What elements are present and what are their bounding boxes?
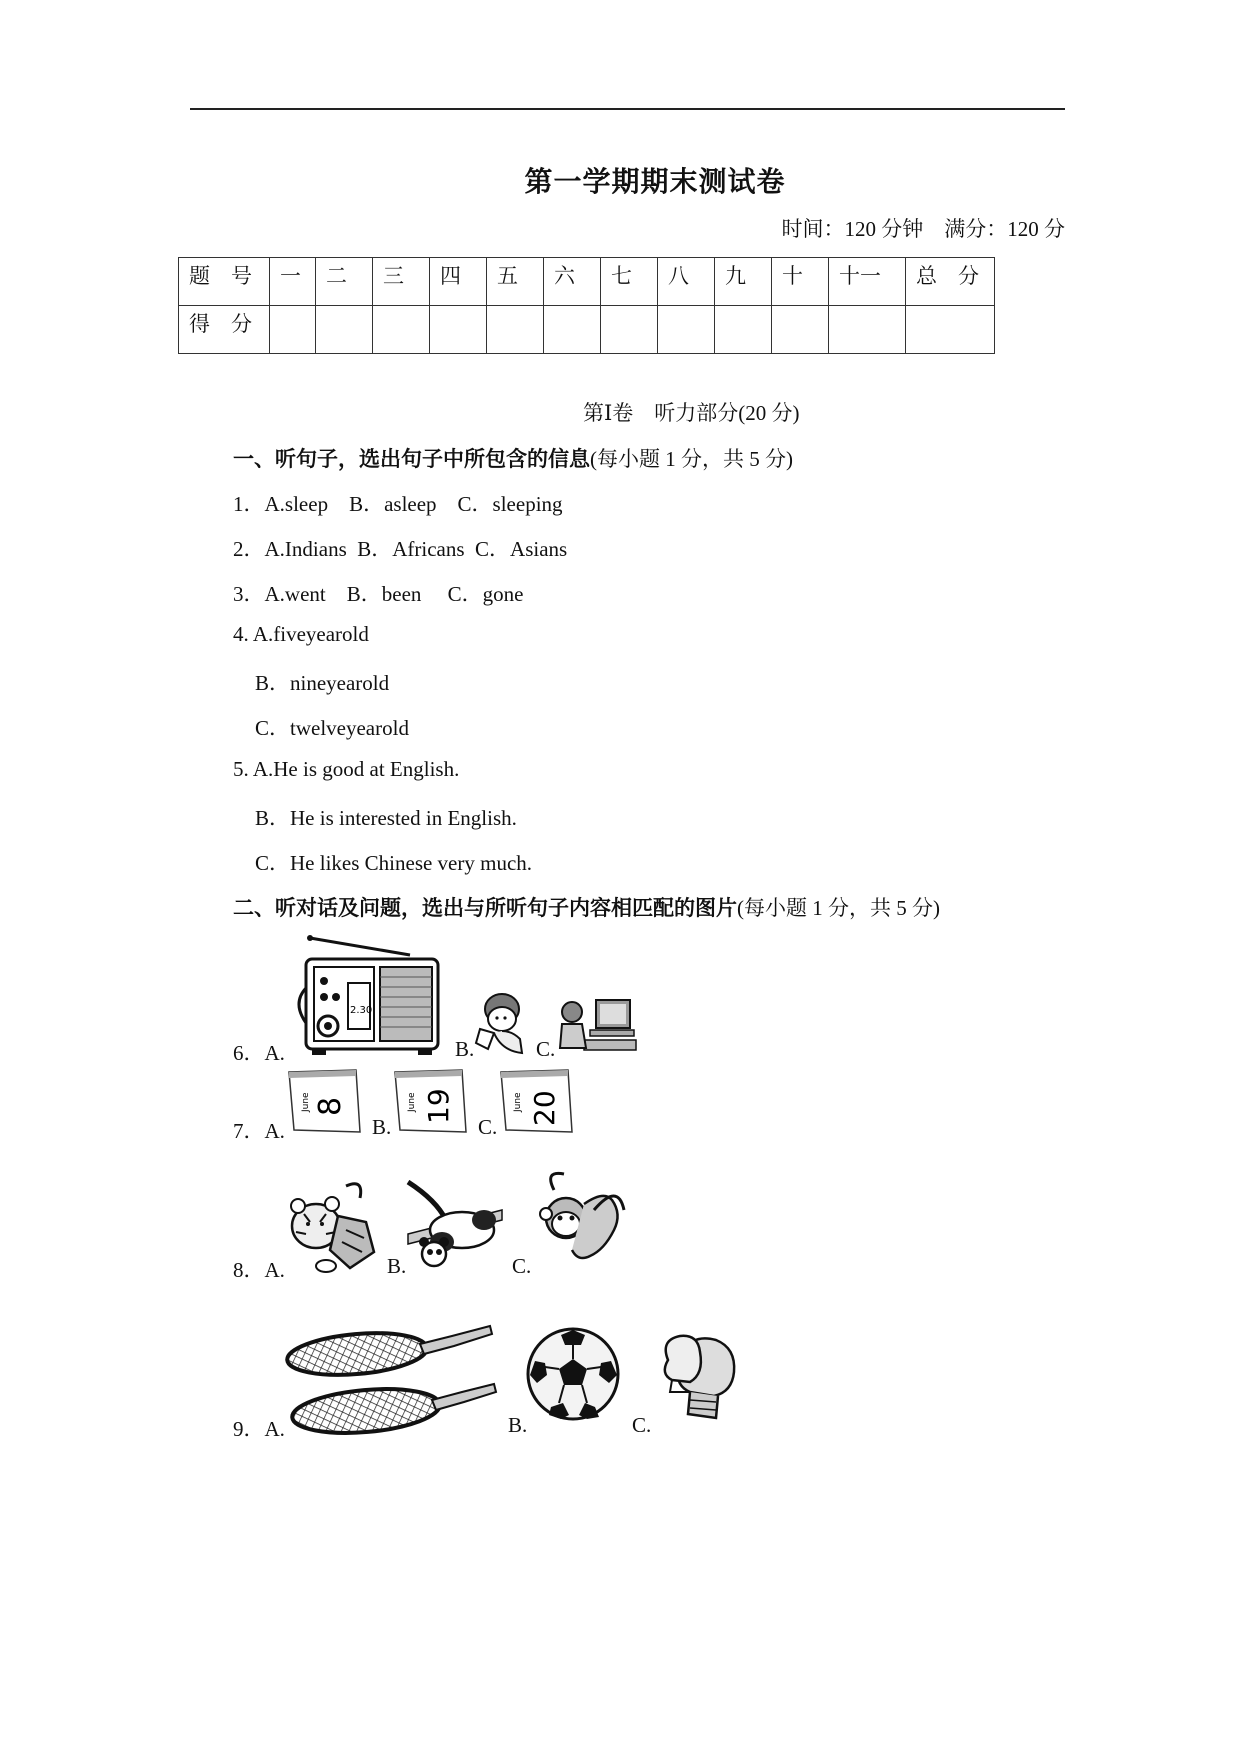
table-cell: 得 分 <box>179 306 270 354</box>
calendar-june-19-icon <box>392 1068 468 1134</box>
question-5: 5. A.He is good at English. <box>233 757 460 781</box>
score-input-cell[interactable] <box>906 306 995 354</box>
exam-meta: 时间：120 分钟 满分：120 分 <box>781 217 1065 241</box>
question-8-option-c: C. <box>512 1254 532 1278</box>
score-input-cell[interactable] <box>601 306 658 354</box>
table-cell: 三 <box>373 258 430 306</box>
question-9-label: 9．A. <box>233 1417 285 1441</box>
score-input-cell[interactable] <box>772 306 829 354</box>
soccer-ball-icon <box>525 1325 621 1423</box>
question-8-option-b: B. <box>387 1254 407 1278</box>
calendar-day-text: 19 <box>422 1088 455 1124</box>
part-heading: 第Ⅰ卷 听力部分(20 分) <box>583 401 800 425</box>
question-2: 2．A.Indians B．Africans C．Asians <box>233 537 568 561</box>
question-6-option-b: B. <box>455 1037 475 1061</box>
computer-icon <box>556 996 638 1054</box>
question-4-option-c: C．twelveyearold <box>255 716 409 740</box>
score-input-cell[interactable] <box>829 306 906 354</box>
table-cell: 四 <box>430 258 487 306</box>
score-input-cell[interactable] <box>544 306 601 354</box>
table-cell: 十 <box>772 258 829 306</box>
section2-title-note: (每小题 1 分，共 5 分) <box>737 896 940 920</box>
table-cell: 题 号 <box>179 258 270 306</box>
question-9-option-b: B. <box>508 1413 528 1437</box>
monkey-icon <box>534 1170 628 1266</box>
question-4: 4. A.fiveyearold <box>233 622 369 646</box>
question-6-label: 6．A. <box>233 1041 285 1065</box>
section1-title-note: (每小题 1 分，共 5 分) <box>590 447 793 471</box>
calendar-month-text: June <box>301 1092 311 1112</box>
table-cell: 十一 <box>829 258 906 306</box>
radio-display-text: 2.30 <box>350 1005 373 1016</box>
score-table <box>178 257 995 354</box>
question-7-option-b: B. <box>372 1115 392 1139</box>
table-cell: 八 <box>658 258 715 306</box>
calendar-june-8-icon <box>286 1068 362 1134</box>
tiger-icon <box>286 1178 382 1276</box>
table-cell: 二 <box>316 258 373 306</box>
score-input-cell[interactable] <box>715 306 772 354</box>
table-cell: 总 分 <box>906 258 995 306</box>
table-cell: 一 <box>270 258 316 306</box>
score-input-cell[interactable] <box>430 306 487 354</box>
score-input-cell[interactable] <box>270 306 316 354</box>
question-8-label: 8．A. <box>233 1258 285 1282</box>
top-rule <box>190 108 1065 110</box>
score-input-cell[interactable] <box>373 306 430 354</box>
score-table-score-row <box>179 306 995 354</box>
question-5-option-c: C．He likes Chinese very much. <box>255 851 533 875</box>
section1-title-main: 一、听句子，选出句子中所包含的信息 <box>233 447 590 471</box>
question-7-label: 7．A. <box>233 1119 285 1143</box>
table-cell: 七 <box>601 258 658 306</box>
section2-title-main: 二、听对话及问题，选出与所听句子内容相匹配的图片 <box>233 896 737 920</box>
question-5-option-b: B．He is interested in English. <box>255 806 517 830</box>
question-9-option-c: C. <box>632 1413 652 1437</box>
question-3: 3．A.went B．been C．gone <box>233 582 524 606</box>
calendar-month-text: June <box>513 1092 523 1112</box>
table-cell: 六 <box>544 258 601 306</box>
score-input-cell[interactable] <box>658 306 715 354</box>
panda-icon <box>406 1180 504 1272</box>
boy-reading-icon <box>472 991 524 1057</box>
score-input-cell[interactable] <box>487 306 544 354</box>
page-title: 第一学期期末测试卷 <box>524 165 786 198</box>
section1-title <box>233 443 793 473</box>
section2-title <box>233 892 940 922</box>
calendar-day-text: 20 <box>528 1090 561 1126</box>
radio-icon <box>292 933 444 1058</box>
question-4-option-b: B．nineyearold <box>255 671 390 695</box>
table-cell: 五 <box>487 258 544 306</box>
question-1: 1．A.sleep B．asleep C．sleeping <box>233 492 563 516</box>
question-7-option-c: C. <box>478 1115 498 1139</box>
calendar-june-20-icon <box>498 1068 574 1134</box>
calendar-month-text: June <box>407 1092 417 1112</box>
table-cell: 九 <box>715 258 772 306</box>
boxing-gloves-icon <box>654 1330 744 1422</box>
question-6-option-c: C. <box>536 1037 556 1061</box>
calendar-day-text: 8 <box>313 1096 348 1116</box>
score-input-cell[interactable] <box>316 306 373 354</box>
badminton-rackets-icon <box>282 1318 498 1438</box>
score-table-header-row <box>179 258 995 306</box>
